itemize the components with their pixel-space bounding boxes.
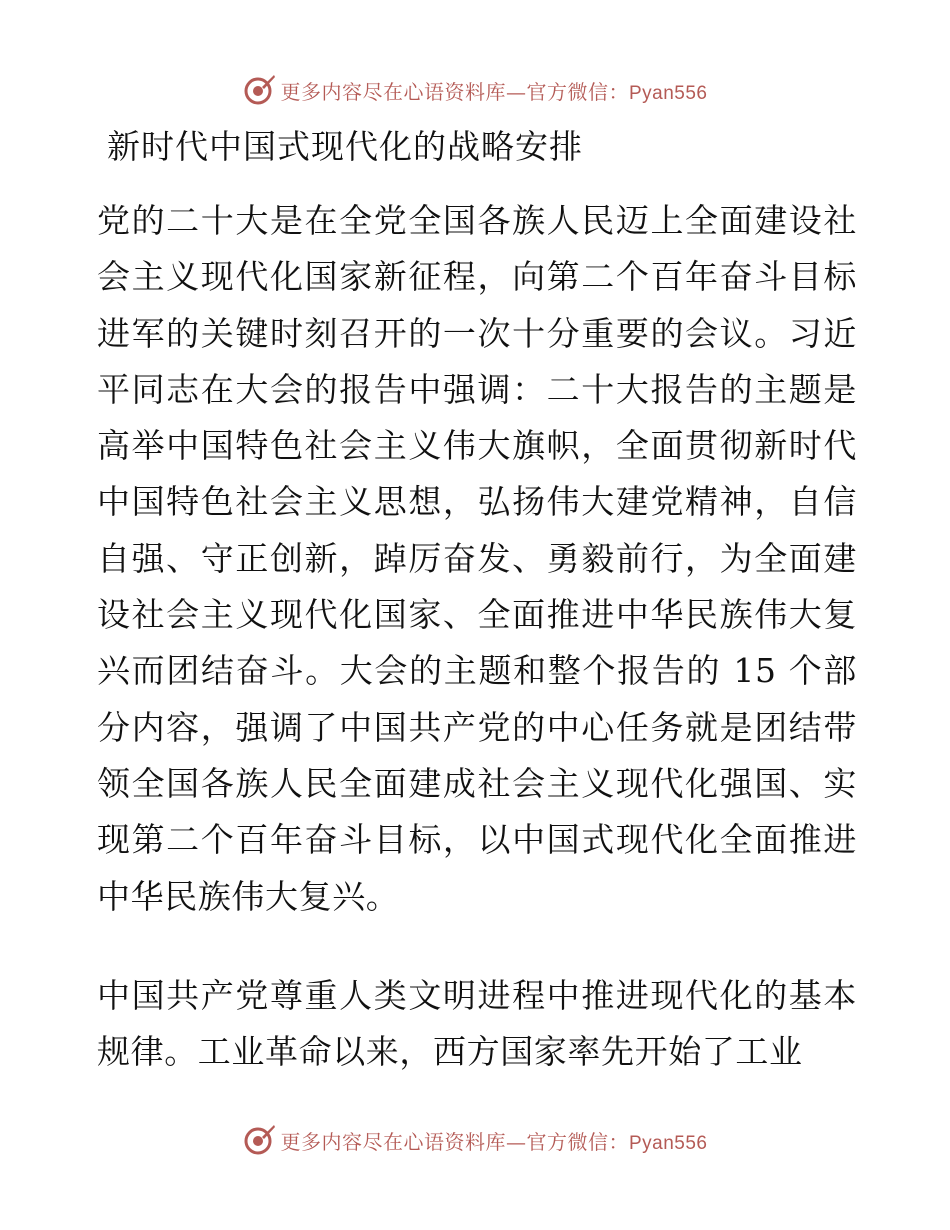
watermark-text: 更多内容尽在心语资料库—官方微信： [280, 1129, 629, 1154]
wechat-id: Pyan556 [628, 82, 708, 104]
wechat-id: Pyan556 [628, 1132, 708, 1154]
footer-watermark [0, 1120, 950, 1160]
brush-logo-icon [242, 73, 276, 107]
paragraph-1: 党的二十大是在全党全国各族人民迈上全面建设社会主义现代化国家新征程，向第二个百年奋斗目标进军的关键时刻召开的一次十分重要的会议。习近平同志在大会的报告中强调：二十大报告的主题是高举中国特色社会主义伟大旗帜，全面贯彻新时代中国特色社会主义思想，弘扬伟大建党精神，自信自强、守正创新，踔厉奋发、勇毅前行，为全面建设社会主义现代化国家、全面推进中华民族伟大复兴而团结奋斗。大会的主题和整个报告的 15 个部分内容，强调了中国共产党的中心任务就是团结带领全国各族人民全面建成社会主义现代化强国、实现第二个百年奋斗目标，以中国式现代化全面推进中华民族伟大复兴。 [97, 201, 857, 916]
header-watermark [0, 70, 950, 110]
watermark-text: 更多内容尽在心语资料库—官方微信： [280, 79, 629, 104]
paragraph-2: 中国共产党尊重人类文明进程中推进现代化的基本规律。工业革命以来，西方国家率先开始了工业 [97, 976, 857, 1072]
brush-logo-icon [242, 1123, 276, 1157]
page-title: 新时代中国式现代化的战略安排 [107, 127, 583, 166]
